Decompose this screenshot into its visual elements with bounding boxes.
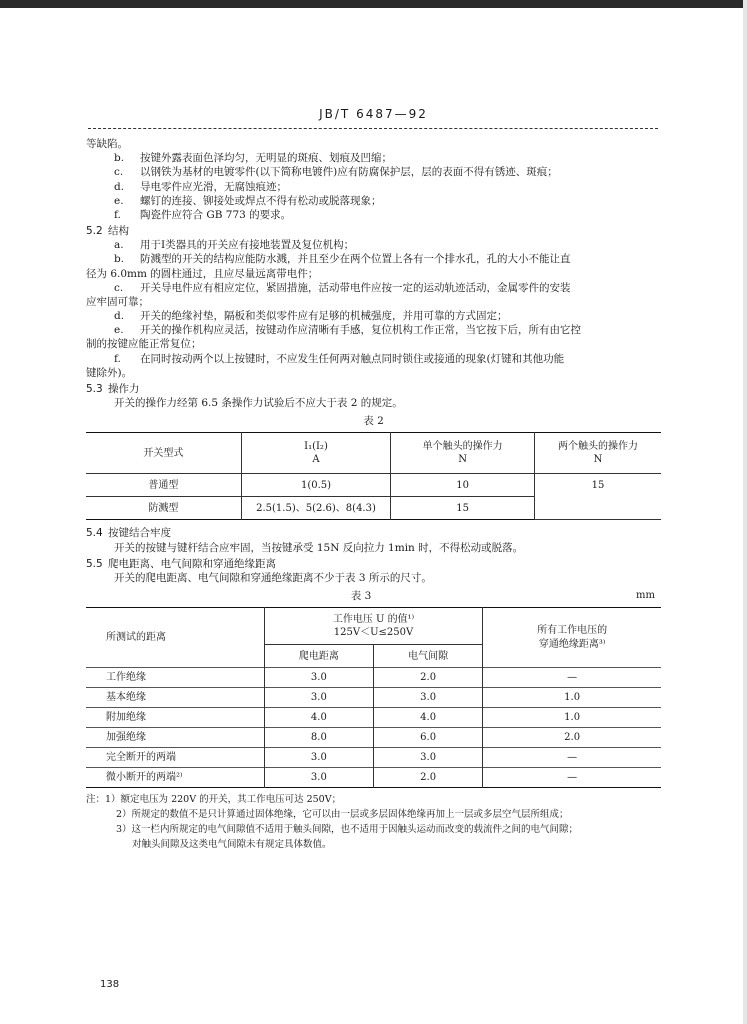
col-header-double: 两个触头的操作力 N [535,433,662,474]
table-row: 基本绝缘 3.0 3.0 1.0 [86,688,661,708]
table-3 [86,607,661,788]
list-item-cont: 键除外)。 [86,366,133,379]
table-row: 加强绝缘 8.0 6.0 2.0 [86,728,661,748]
scan-border [0,0,747,8]
paragraph: 开关的按键与键杆结合应牢固，当按键承受 15N 反向拉力 1min 时，不得松动或脱落。 [114,541,524,554]
header-rule [88,128,658,129]
table-row: 完全断开的两端 3.0 3.0 — [86,748,661,768]
list-item-cont: 制的按键应能正常复位； [86,338,202,351]
table-row: 附加绝缘 4.0 4.0 1.0 [86,708,661,728]
list-item: b. 按键外露表面色泽均匀，无明显的斑痕、划痕及凹缩； [114,152,392,165]
col-header-single: 单个触头的操作力 N [391,433,535,474]
list-item: c. 以钢铁为基材的电镀零件(以下简称电镀件)应有防腐保护层，层的表面不得有锈迹、斑痕； [114,166,558,179]
page-number: 138 [100,979,120,990]
col-header-type: 开关型式 [86,433,241,474]
section-heading: 5.4 按键结合牢度 [86,527,171,540]
col-header-through: 所有工作电压的 穿通绝缘距离³⁾ [483,608,661,668]
table-notes [86,794,661,851]
page-header: JB/T 6487—92 [319,107,428,121]
note: 对触头间隙及这类电气间隙未有规定具体数值。 [132,838,332,850]
list-item: f. 陶瓷件应符合 GB 773 的要求。 [114,208,292,221]
list-item-cont: 径为 6.0mm 的圆柱通过，且应尽量远离带电件； [86,267,319,280]
section-heading: 5.2 结构 [86,225,129,238]
table3-caption: 表 3 mm [350,590,655,603]
list-item: e. 开关的操作机构应灵活，按键动作应清晰有手感，复位机构工作正常，当它按下后，所有由它控 [114,324,581,337]
section-heading: 5.3 操作力 [86,382,140,395]
paragraph: 开关的爬电距离、电气间隙和穿通绝缘距离不少于表 3 所示的尺寸。 [114,571,432,584]
list-item-cont: 应牢固可靠； [86,295,149,308]
table-header-row [86,608,661,645]
list-item: d. 导电零件应光滑，无腐蚀痕迹； [114,180,287,193]
col-header-measured: 所测试的距离 [106,632,166,644]
table-row: 微小断开的两端²⁾ 3.0 2.0 — [86,768,661,788]
list-item: d. 开关的绝缘衬垫，隔板和类似零件应有足够的机械强度，并用可靠的方式固定； [114,310,508,323]
paragraph: 开关的操作力经第 6.5 条操作力试验后不应大于表 2 的规定。 [114,397,403,410]
table-header-row [86,433,661,474]
continuation-text: 等缺陷。 [86,138,128,150]
table-row: 普通型 1(0.5) 10 15 [86,474,661,497]
list-item: f. 在同时按动两个以上按键时，不应发生任何两对触点同时锁住或接通的现象(灯键和其他功能 [114,352,565,365]
list-item: b. 防溅型的开关的结构应能防水溅，并且至少在两个位置上各有一个排水孔，孔的大小不能让直 [114,253,571,266]
table-row: 防溅型 2.5(1.5)、5(2.6)、8(4.3) 15 [86,497,661,520]
note: 注：1）额定电压为 220V 的开关，其工作电压可达 250V； [86,794,342,806]
note: 2）所规定的数值不是只计算通过固体绝缘，它可以由一层或多层固体绝缘再加上一层或多层空气层所组成； [116,809,569,821]
list-item: a. 用于Ⅰ类器具的开关应有接地装置及复位机构； [114,239,355,252]
list-item: c. 开关导电件应有相应定位，紧固措施，活动带电件应按一定的运动轨迹活动，金属零件的安装 [114,281,571,294]
table-subheader-row: 爬电距离 电气间隙 [86,645,661,668]
note: 3）这一栏内所规定的电气间隙值不适用于触头间隙，也不适用于因触头运动而改变的载流件之间的电气间隙； [116,823,579,835]
document-body [86,137,661,854]
table-2 [86,432,661,520]
col-header-current: I₁(I₂) A [241,433,391,474]
table2-caption: 表 2 [363,415,384,428]
list-item: e. 螺钉的连接、铆接处或焊点不得有松动或脱落现象； [114,194,382,207]
scan-border-right [743,0,747,1024]
col-header-voltage: 工作电压 U 的值¹⁾ 125V＜U≤250V [264,608,483,645]
section-heading: 5.5 爬电距离、电气间隙和穿通绝缘距离 [86,557,276,570]
table-row: 工作绝缘 3.0 2.0 — [86,668,661,688]
